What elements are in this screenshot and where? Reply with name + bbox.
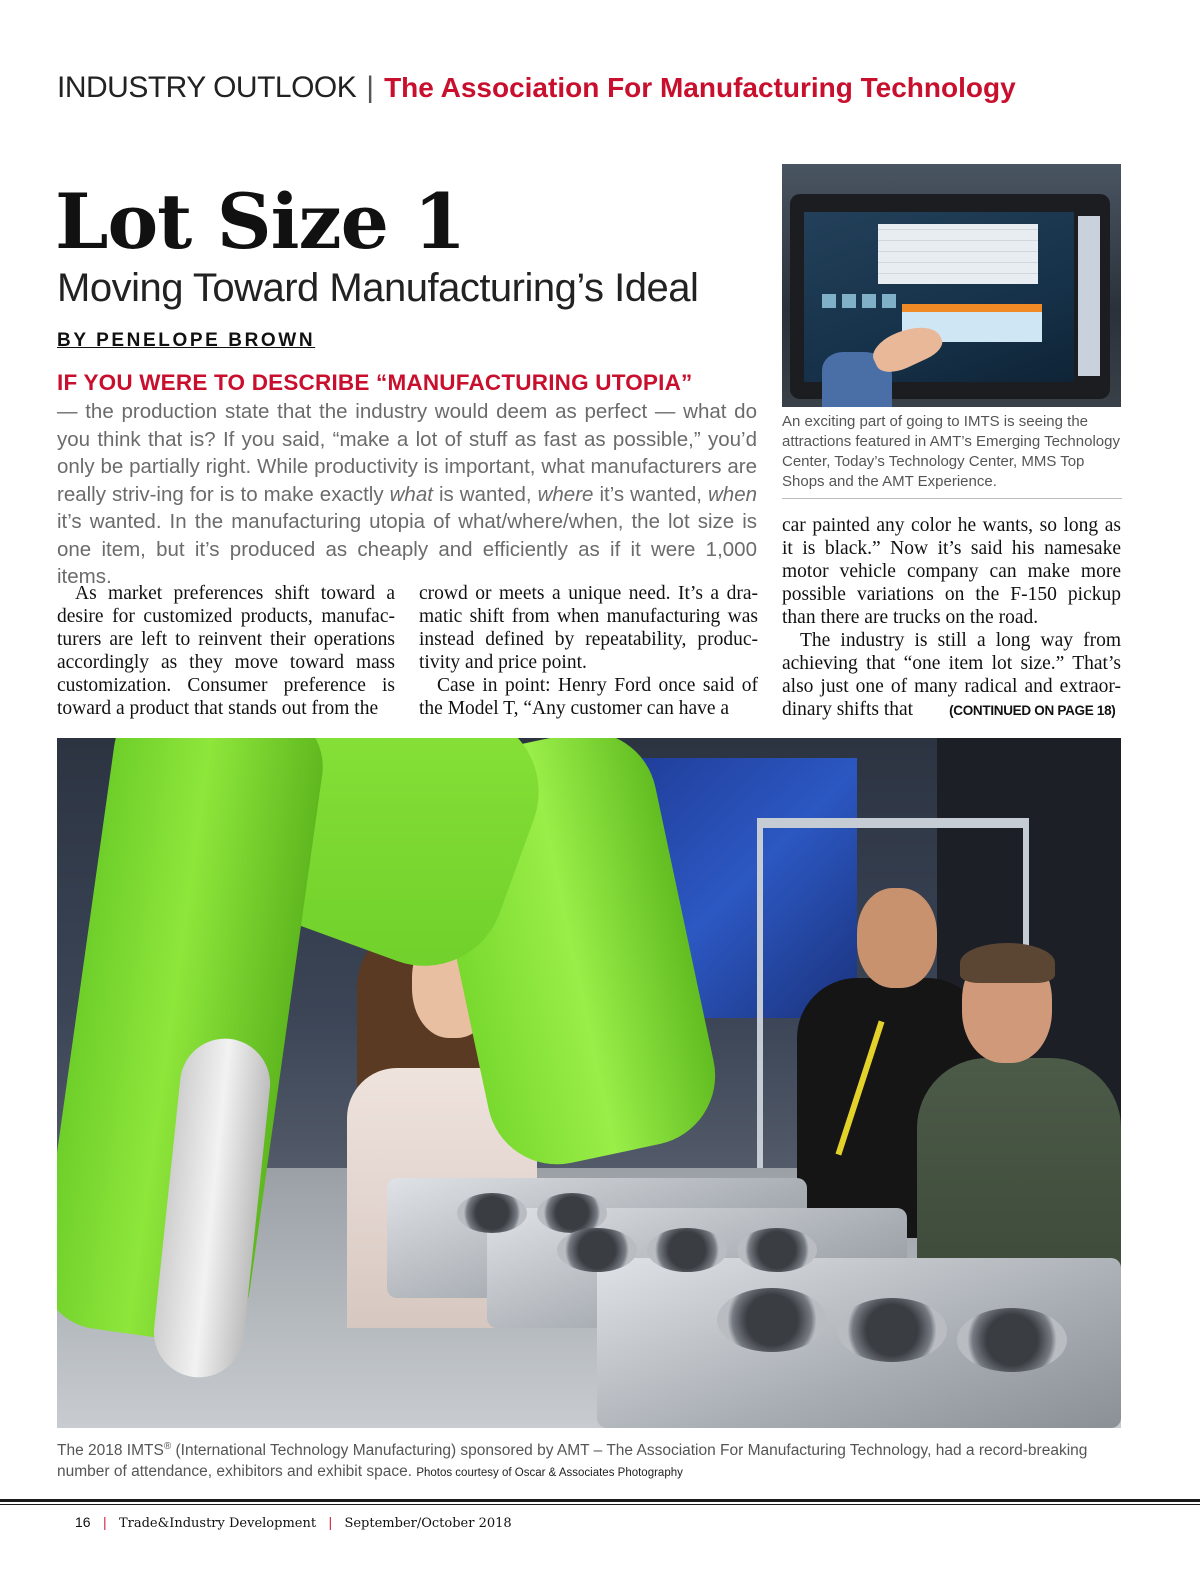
body-paragraph: As market preferences shift toward a desire for customized products, manufac-turers are left to reinvent their operations accordingly as they move toward mass customization. Consumer preference is toward a product that stands out from the bbox=[57, 583, 395, 719]
cylinder-bore bbox=[837, 1298, 947, 1362]
caption-divider bbox=[782, 498, 1122, 499]
article-subtitle: Moving Toward Manufacturing’s Ideal bbox=[57, 266, 699, 310]
cylinder-bore bbox=[457, 1193, 527, 1233]
body-column-1 bbox=[57, 582, 395, 720]
side-photo-caption: An exciting part of going to IMTS is seeing the attractions featured in AMT’s Emerging Technology Center, Today’s Technology Center, MMS Top Shops and the AMT Experience. bbox=[782, 413, 1120, 490]
screen-highlight-row bbox=[902, 304, 1042, 312]
continued-link[interactable]: (CONTINUED ON PAGE 18) bbox=[949, 703, 1116, 718]
cylinder-bore bbox=[717, 1288, 827, 1352]
man-head bbox=[857, 888, 937, 988]
section-label: INDUSTRY OUTLOOK bbox=[57, 71, 357, 104]
body-paragraph: The industry is still a long way from achieving that “one item lot size.” That’s also just one of many radical and extraor-dinary shifts that (CONTINUED ON PAGE 18) bbox=[782, 630, 1121, 720]
screen-data-table bbox=[878, 224, 1038, 284]
cylinder-bore bbox=[537, 1193, 607, 1233]
footer-rule-thin bbox=[0, 1504, 1200, 1505]
body-paragraph: car painted any color he wants, so long as it is black.” Now it’s said his namesake motor vehicle company can make more possible variations on the F-150 pickup than there are trucks on the road. bbox=[782, 515, 1121, 628]
body-paragraph: crowd or meets a unique need. It’s a dra-matic shift from when manufacturing was instead defined by repeatability, produc-tivity and price point. bbox=[419, 583, 758, 673]
cylinder-bore bbox=[957, 1308, 1067, 1372]
publication-name: Trade&Industry Development bbox=[118, 1516, 317, 1531]
cylinder-bore bbox=[647, 1228, 727, 1272]
screen-side-buttons bbox=[1078, 216, 1100, 376]
main-photo-caption: The 2018 IMTS® (International Technology Manufacturing) sponsored by AMT – The Association For Manufacturing Technology, had a record-breaking number of attendance, exhibitors and exhibit space. Photos courtesy of Oscar & Associates Photography bbox=[57, 1441, 1088, 1481]
issue-date: September/October 2018 bbox=[344, 1516, 512, 1531]
touchscreen-photo bbox=[782, 164, 1121, 407]
robot-demo-photo bbox=[57, 738, 1121, 1428]
cylinder-bore bbox=[737, 1228, 817, 1272]
body-paragraph: Case in point: Henry Ford once said of the Model T, “Any customer can have a bbox=[419, 675, 758, 719]
body-column-3 bbox=[782, 514, 1121, 722]
section-header bbox=[57, 70, 1147, 106]
page-footer: 16 | Trade&Industry Development | September/October 2018 bbox=[75, 1514, 512, 1531]
byline: BY PENELOPE BROWN bbox=[57, 330, 316, 351]
footer-rule bbox=[0, 1499, 1200, 1502]
man-hair bbox=[960, 943, 1055, 983]
header-separator: | bbox=[366, 71, 375, 104]
photo-credit: Photos courtesy of Oscar & Associates Photography bbox=[416, 1467, 683, 1480]
page-number: 16 bbox=[75, 1514, 91, 1530]
lead-emphasis-when: when bbox=[707, 482, 757, 506]
organization-name: The Association For Manufacturing Technology bbox=[384, 72, 1016, 103]
lead-emphasis-what: what bbox=[389, 482, 433, 506]
lead-emphasis-where: where bbox=[537, 482, 594, 506]
lead-heading: IF YOU WERE TO DESCRIBE “MANUFACTURING UTOPIA” bbox=[57, 370, 693, 395]
lead-paragraph: — the production state that the industry would deem as perfect — what do you think that is? If you said, “make a lot of stuff as fast as possible,” you’d only be partially right. While productivity is important, what manufacturers are really striv-ing for is to make exactly what is wanted, where it’s wanted, when it’s wanted. In the manufacturing utopia of what/where/when, the lot size is one item, but it’s produced as cheaply and efficiently as if it were 1,000 items. bbox=[57, 400, 757, 588]
cylinder-bore bbox=[557, 1228, 637, 1272]
body-column-2 bbox=[419, 582, 758, 720]
article-title: Lot Size 1 bbox=[55, 177, 466, 266]
